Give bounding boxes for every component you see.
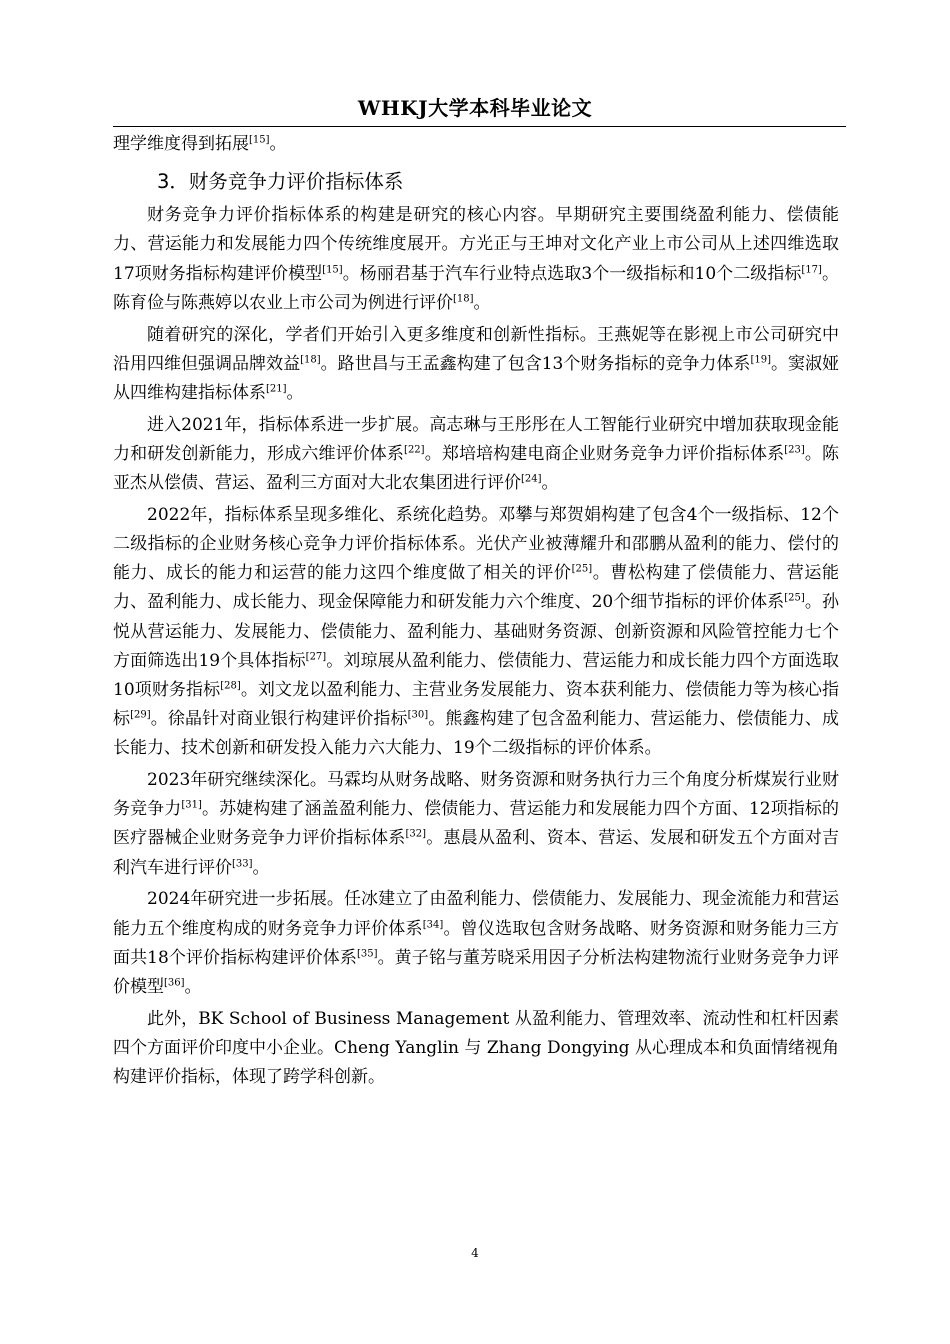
citation: [25]: [784, 592, 805, 604]
continuation-text: 理学维度得到拓展: [113, 134, 249, 154]
continuation-line: [113, 130, 839, 159]
citation: [25]: [571, 563, 593, 575]
paragraph-4: [113, 501, 839, 764]
paragraph-text: 此外，BK School of Business Management 从盈利能力、管理效率、流动性和杠杆因素四个方面评价印度中小企业。Cheng Yanglin 与 Zhang Dongying 从心理成本和负面情绪视角构建评价指标，体现了跨学科创新。: [113, 1008, 839, 1088]
paragraph-text: 。路世昌与王孟鑫构建了包含13个财务指标的竞争力体系: [320, 353, 751, 374]
paragraph-text: 。窦淑娅从四维构建指标体系: [113, 353, 840, 403]
paragraph-text: 2022年，指标体系呈现多维化、系统化趋势。邓攀与郑贺娟构建了包含4个一级指标、12个二级指标的企业财务核心竞争力评价指标体系。光伏产业被薄耀升和邵鹏从盈利的能力、偿付的能力、成长的能力和运营的能力这四个维度做了相关的评价: [113, 504, 839, 584]
paragraph-text: 财务竞争力评价指标体系的构建是研究的核心内容。早期研究主要围绕盈利能力、偿债能力、营运能力和发展能力四个传统维度展开。方光正与王坤对文化产业上市公司从上述四维选取17项财务指标构建评价模型: [113, 205, 839, 284]
running-header-title: WHKJ大学本科毕业论文: [357, 96, 593, 120]
paragraph-text: 。陈育俭与陈燕婷以农业上市公司为例进行评价: [113, 263, 839, 313]
continuation-end: 。: [269, 134, 287, 154]
paragraph-text: 。曹松构建了偿债能力、营运能力、盈利能力、成长能力、现金保障能力和研发能力六个维度、20个细节指标的评价体系: [113, 563, 840, 613]
paragraph-text: 随着研究的深化，学者们开始引入更多维度和创新性指标。王燕妮等在影视上市公司研究中沿用四维但强调品牌效益: [113, 324, 839, 374]
paragraph-5: [113, 766, 839, 883]
citation: [32]: [405, 828, 427, 840]
citation: [30]: [407, 709, 429, 721]
citation: [31]: [181, 799, 202, 811]
paragraph-text: 。杨丽君基于汽车行业特点选取3个一级指标和10个二级指标: [342, 263, 802, 284]
citation: [22]: [404, 444, 425, 456]
paragraph-text: 。刘文龙以盈利能力、主营业务发展能力、资本获利能力、偿债能力等为核心指标: [113, 679, 840, 730]
citation: [27]: [305, 651, 327, 663]
paragraph-text: 。惠晨从盈利、资本、营运、发展和研发五个方面对吉利汽车进行评价: [113, 828, 840, 878]
paragraph-text: 。陈亚杰从偿债、营运、盈利三方面对大北农集团进行评价: [113, 443, 840, 494]
header-rule: [113, 126, 846, 127]
paragraph-1: [113, 201, 839, 318]
citation: [24]: [521, 473, 542, 485]
citation: [33]: [232, 858, 253, 870]
citation: [23]: [784, 444, 805, 456]
paragraph-3: [113, 411, 839, 499]
paragraph-text: 。: [541, 473, 559, 494]
citation: [18]: [453, 293, 474, 305]
paragraph-text: 。熊鑫构建了包含盈利能力、营运能力、偿债能力、成长能力、技术创新和研发投入能力六大能力、19个二级指标的评价体系。: [113, 709, 840, 759]
paragraph-7: [113, 1005, 839, 1093]
paragraph-text: 2023年研究继续深化。马霖均从财务战略、财务资源和财务执行力三个角度分析煤炭行业财务竞争力: [113, 770, 839, 820]
paragraph-text: 。徐晶针对商业银行构建评价指标: [150, 709, 408, 730]
paragraph-text: 。: [184, 976, 202, 997]
page-number: 4: [471, 1246, 479, 1260]
paragraph-text: 。: [252, 857, 270, 878]
paragraph-text: 。: [286, 382, 304, 403]
citation: [36]: [164, 977, 185, 989]
citation: [15]: [249, 134, 270, 146]
paragraph-6: [113, 885, 839, 1002]
paragraph-text: 。曾仪选取包含财务战略、财务资源和财务能力三方面共18个评价指标构建评价体系: [113, 918, 839, 968]
paragraph-text: 。孙悦从营运能力、发展能力、偿债能力、盈利能力、基础财务资源、创新资源和风险管控能力七个方面筛选出19个具体指标: [113, 592, 839, 671]
citation: [28]: [220, 680, 241, 692]
citation: [17]: [801, 263, 822, 275]
citation: [29]: [130, 709, 151, 721]
paragraph-text: 2024年研究进一步拓展。任冰建立了由盈利能力、偿债能力、发展能力、现金流能力和营运能力五个维度构成的财务竞争力评价体系: [113, 889, 839, 939]
citation: [21]: [266, 383, 287, 395]
paragraph-text: 。刘琼展从盈利能力、偿债能力、营运能力和成长能力四个方面选取10项财务指标: [113, 650, 840, 700]
paragraph-text: 。郑培培构建电商企业财务竞争力评价指标体系: [424, 443, 785, 464]
paragraph-text: 进入2021年，指标体系进一步扩展。高志琳与王彤彤在人工智能行业研究中增加获取现金能力和研发创新能力，形成六维评价体系: [113, 414, 839, 464]
section-heading: 3．财务竞争力评价指标体系: [157, 170, 404, 194]
citation: [15]: [322, 263, 343, 275]
body-text: [113, 130, 839, 1092]
paragraph-2: [113, 321, 839, 409]
citation: [18]: [300, 354, 321, 366]
paragraph-text: 。苏婕构建了涵盖盈利能力、偿债能力、营运能力和发展能力四个方面、12项指标的医疗器械企业财务竞争力评价指标体系: [113, 799, 839, 849]
paragraph-text: 。: [473, 292, 491, 313]
citation: [35]: [356, 948, 378, 960]
citation: [19]: [750, 354, 771, 366]
paragraph-text: 。黄子铭与董芳晓采用因子分析法构建物流行业财务竞争力评价模型: [113, 947, 840, 997]
citation: [34]: [422, 918, 444, 930]
